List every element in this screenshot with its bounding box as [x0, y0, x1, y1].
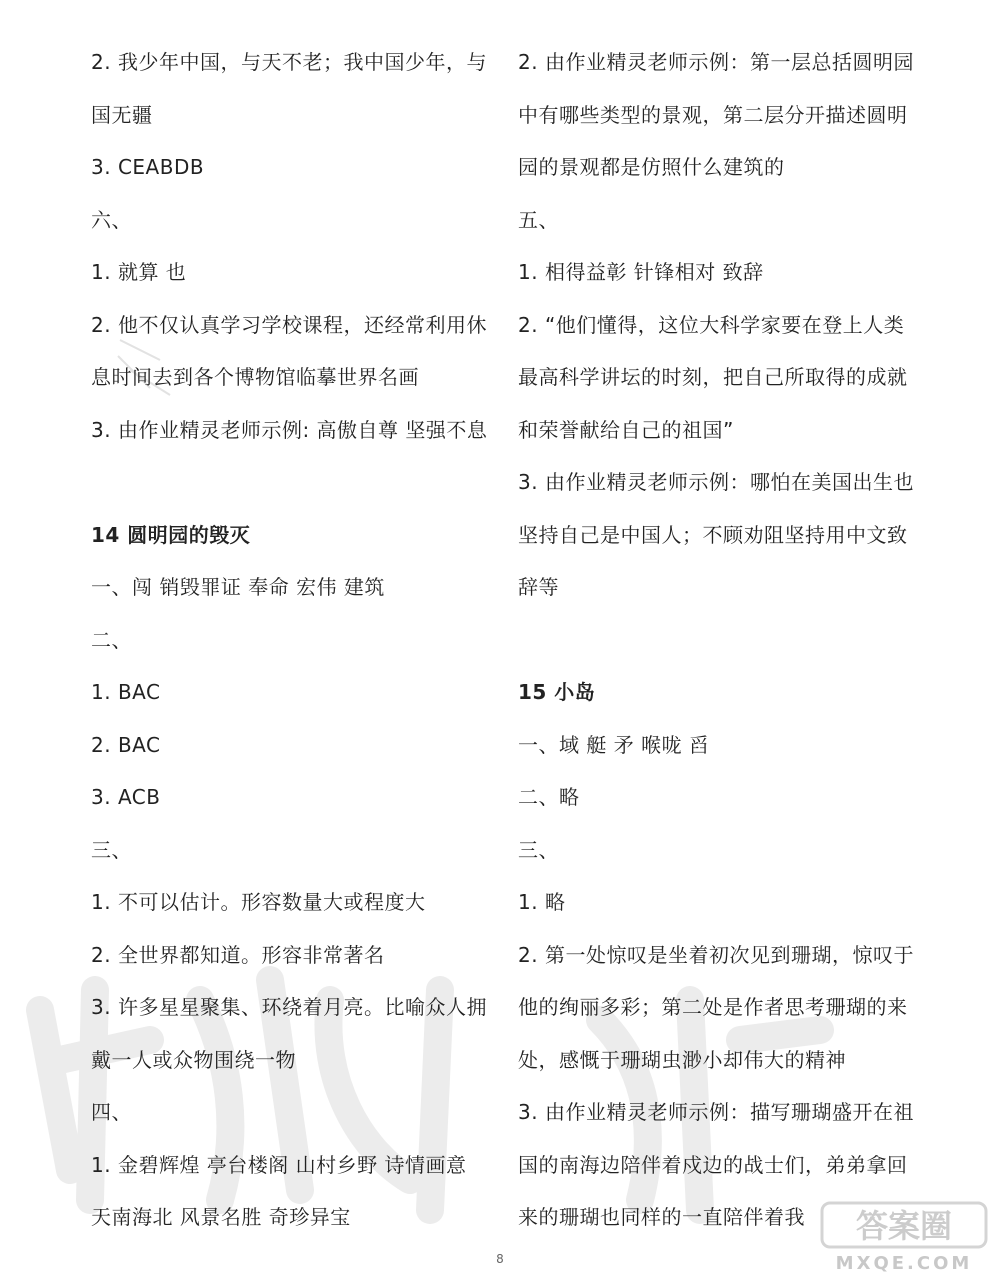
answer-line: 2. 第一处惊叹是坐着初次见到珊瑚，惊叹于	[518, 942, 914, 967]
answer-line: 中有哪些类型的景观，第二层分开描述圆明	[518, 102, 908, 127]
answer-line: 3. 由作业精灵老师示例：描写珊瑚盛开在祖	[518, 1100, 914, 1124]
answer-line: 五、	[518, 207, 559, 232]
answer-line: 1. 金碧辉煌 亭台楼阁 山村乡野 诗情画意	[91, 1152, 467, 1177]
answer-line: 四、	[91, 1100, 132, 1124]
answer-line: 园的景观都是仿照什么建筑的	[518, 155, 785, 179]
right-column	[518, 36, 918, 1244]
answer-line: 1. 不可以估计。形容数量大或程度大	[91, 890, 426, 914]
answer-line: 2. “他们懂得，这位大科学家要在登上人类	[518, 312, 905, 337]
answer-line: 三、	[518, 837, 559, 862]
answer-line: 1. 相得益彰 针锋相对 致辞	[518, 260, 764, 284]
answer-line: 和荣誉献给自己的祖国”	[518, 417, 734, 442]
answer-line: 2. 全世界都知道。形容非常著名	[91, 942, 385, 967]
answer-line: 息时间去到各个博物馆临摹世界名画	[91, 365, 419, 389]
blank-line	[518, 614, 918, 667]
answer-line: 3. 由作业精灵老师示例：哪怕在美国出生也	[518, 470, 914, 494]
page-number: 8	[496, 1252, 504, 1266]
answer-line: 1. 略	[518, 890, 566, 914]
answer-line: 天南海北 风景名胜 奇珍异宝	[91, 1205, 351, 1229]
answer-line: 二、略	[518, 785, 580, 809]
answer-line: 2. 我少年中国，与天不老；我中国少年，与	[91, 50, 487, 74]
answer-line: 坚持自己是中国人；不顾劝阻坚持用中文致	[518, 522, 908, 547]
answer-line: 一、域 艇 矛 喉咙 舀	[518, 732, 710, 757]
left-column	[91, 36, 491, 1244]
answer-line: 六、	[91, 207, 132, 232]
answer-line: 3. ACB	[91, 785, 161, 809]
answer-line: 二、	[91, 627, 132, 652]
answer-line: 戴一人或众物围绕一物	[91, 1047, 296, 1072]
answer-line: 最高科学讲坛的时刻，把自己所取得的成就	[518, 365, 908, 389]
answer-line: 2. 由作业精灵老师示例：第一层总括圆明园	[518, 50, 914, 74]
answer-line: 国无疆	[91, 102, 153, 127]
logo-text-bottom: MXQE.COM	[835, 1253, 973, 1274]
answer-line: 3. 许多星星聚集、环绕着月亮。比喻众人拥	[91, 995, 487, 1019]
section-heading: 14 圆明园的毁灭	[91, 522, 251, 547]
answer-line: 来的珊瑚也同样的一直陪伴着我	[518, 1205, 805, 1229]
answer-line: 1. BAC	[91, 680, 161, 704]
watermark-logo	[814, 1199, 994, 1275]
answer-line: 3. 由作业精灵老师示例: 高傲自尊 坚强不息	[91, 417, 488, 442]
answer-line: 他的绚丽多彩；第二处是作者思考珊瑚的来	[518, 995, 908, 1019]
answer-line: 国的南海边陪伴着戍边的战士们，弟弟拿回	[518, 1152, 908, 1177]
answer-line: 1. 就算 也	[91, 260, 187, 284]
answer-line: 辞等	[518, 575, 559, 599]
answer-line: 一、闯 销毁罪证 奉命 宏伟 建筑	[91, 575, 385, 599]
answer-line: 2. BAC	[91, 732, 161, 757]
blank-line	[91, 456, 491, 509]
answer-line: 三、	[91, 837, 132, 862]
answer-line: 处，感慨于珊瑚虫渺小却伟大的精神	[518, 1047, 846, 1072]
answer-line: 2. 他不仅认真学习学校课程，还经常利用休	[91, 312, 487, 337]
answer-line: 3. CEABDB	[91, 155, 205, 179]
section-heading: 15 小岛	[518, 680, 596, 704]
logo-text-top: 答案圈	[855, 1207, 953, 1245]
